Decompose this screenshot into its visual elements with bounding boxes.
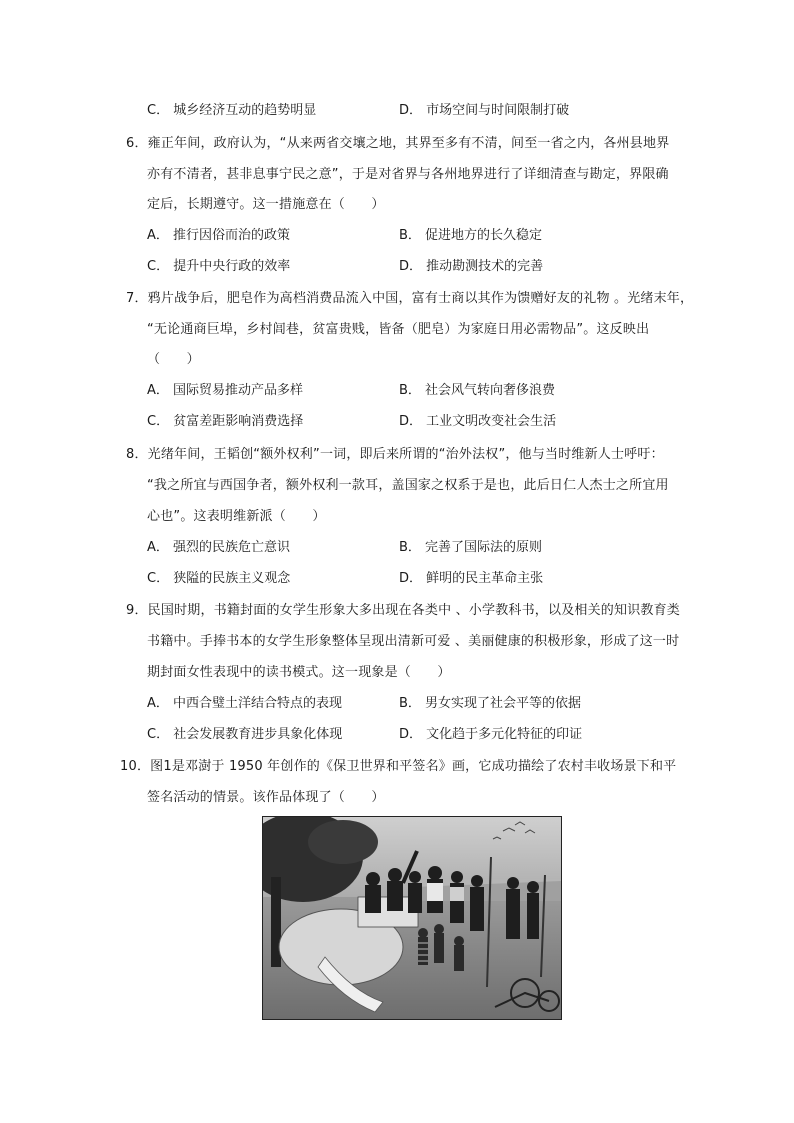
question-6-line-1: [126, 135, 669, 153]
painting-illustration: [263, 817, 561, 1019]
question-7-line-1: [126, 290, 693, 308]
question-6-line-3: 定后，长期遵守。这一措施意在（ ）: [147, 197, 385, 212]
question-6-number: 6．: [126, 136, 148, 151]
question-6-option-c: C． 提升中央行政的效率: [147, 259, 291, 274]
question-9-line-1: [126, 602, 680, 620]
question-8-text-1: 光绪年间，王韬创“额外权利”一词，即后来所谓的“治外法权”，他与当时维新人士呼吁：: [147, 447, 664, 462]
question-9-option-b: B． 男女实现了社会平等的依据: [399, 696, 582, 711]
question-7-option-d: D． 工业文明改变社会生活: [399, 414, 557, 429]
question-7-option-a: A． 国际贸易推动产品多样: [147, 383, 304, 398]
question-10-line-2: 签名活动的情景。该作品体现了（ ）: [147, 790, 385, 805]
question-9-option-c: C． 社会发展教育进步具象化体现: [147, 727, 343, 742]
question-8-option-d: D． 鲜明的民主革命主张: [399, 571, 544, 586]
question-8-option-b: B． 完善了国际法的原则: [399, 540, 543, 555]
question-8-option-c: C． 狭隘的民族主义观念: [147, 571, 291, 586]
question-9-line-2: 书籍中。手捧书本的女学生形象整体呈现出清新可爱 、美丽健康的积极形象，形成了这一时: [147, 634, 680, 649]
question-7-number: 7．: [126, 291, 148, 306]
question-8-line-2: “我之所宜与西国争者，额外权利一款耳，盖国家之权系于是也，此后日仁人杰士之所宜用: [147, 478, 669, 493]
prev-option-d: D． 市场空间与时间限制打破: [399, 103, 570, 118]
question-7-line-2: “无论通商巨埠，乡村闾巷，贫富贵贱，皆备（肥皂）为家庭日用必需物品”。这反映出: [147, 322, 650, 337]
question-9-option-d: D． 文化趋于多元化特征的印证: [399, 727, 583, 742]
question-7-option-c: C． 贫富差距影响消费选择: [147, 414, 304, 429]
question-10-number: 10．: [120, 759, 151, 774]
question-6-line-2: 亦有不清者，甚非息事宁民之意”，于是对省界与各州地界进行了详细清查与勘定，界限确: [147, 167, 669, 182]
prev-option-c: C． 城乡经济互动的趋势明显: [147, 103, 317, 118]
question-9-number: 9．: [126, 603, 148, 618]
question-8-option-a: A． 强烈的民族危亡意识: [147, 540, 291, 555]
question-9-option-a: A． 中西合璧土洋结合特点的表现: [147, 696, 343, 711]
question-8-line-1: [126, 446, 664, 464]
question-7-option-b: B． 社会风气转向奢侈浪费: [399, 383, 556, 398]
question-6-option-d: D． 推动勘测技术的完善: [399, 259, 544, 274]
question-7-line-3: （ ）: [147, 352, 200, 367]
question-6-option-a: A． 推行因俗而治的政策: [147, 228, 291, 243]
painting-figure: [262, 816, 562, 1020]
question-8-line-3: 心也”。这表明维新派（ ）: [147, 509, 326, 524]
question-9-line-3: 期封面女性表现中的读书模式。这一现象是（ ）: [147, 665, 451, 680]
question-10-line-1: [120, 758, 676, 776]
question-8-number: 8．: [126, 447, 148, 462]
question-7-text-1: 鸦片战争后，肥皂作为高档消费品流入中国，富有士商以其作为馈赠好友的礼物 。光绪末年，: [147, 291, 694, 306]
question-6-text-1: 雍正年间，政府认为，“从来两省交壤之地，其界至多有不清，间至一省之内，各州县地界: [147, 136, 670, 151]
question-10-text-1: 图1是邓澍于 1950 年创作的《保卫世界和平签名》画，它成功描绘了农村丰收场景下和平: [150, 759, 677, 774]
question-9-text-1: 民国时期，书籍封面的女学生形象大多出现在各类中 、小学教科书，以及相关的知识教育类: [147, 603, 681, 618]
question-6-option-b: B． 促进地方的长久稳定: [399, 228, 543, 243]
